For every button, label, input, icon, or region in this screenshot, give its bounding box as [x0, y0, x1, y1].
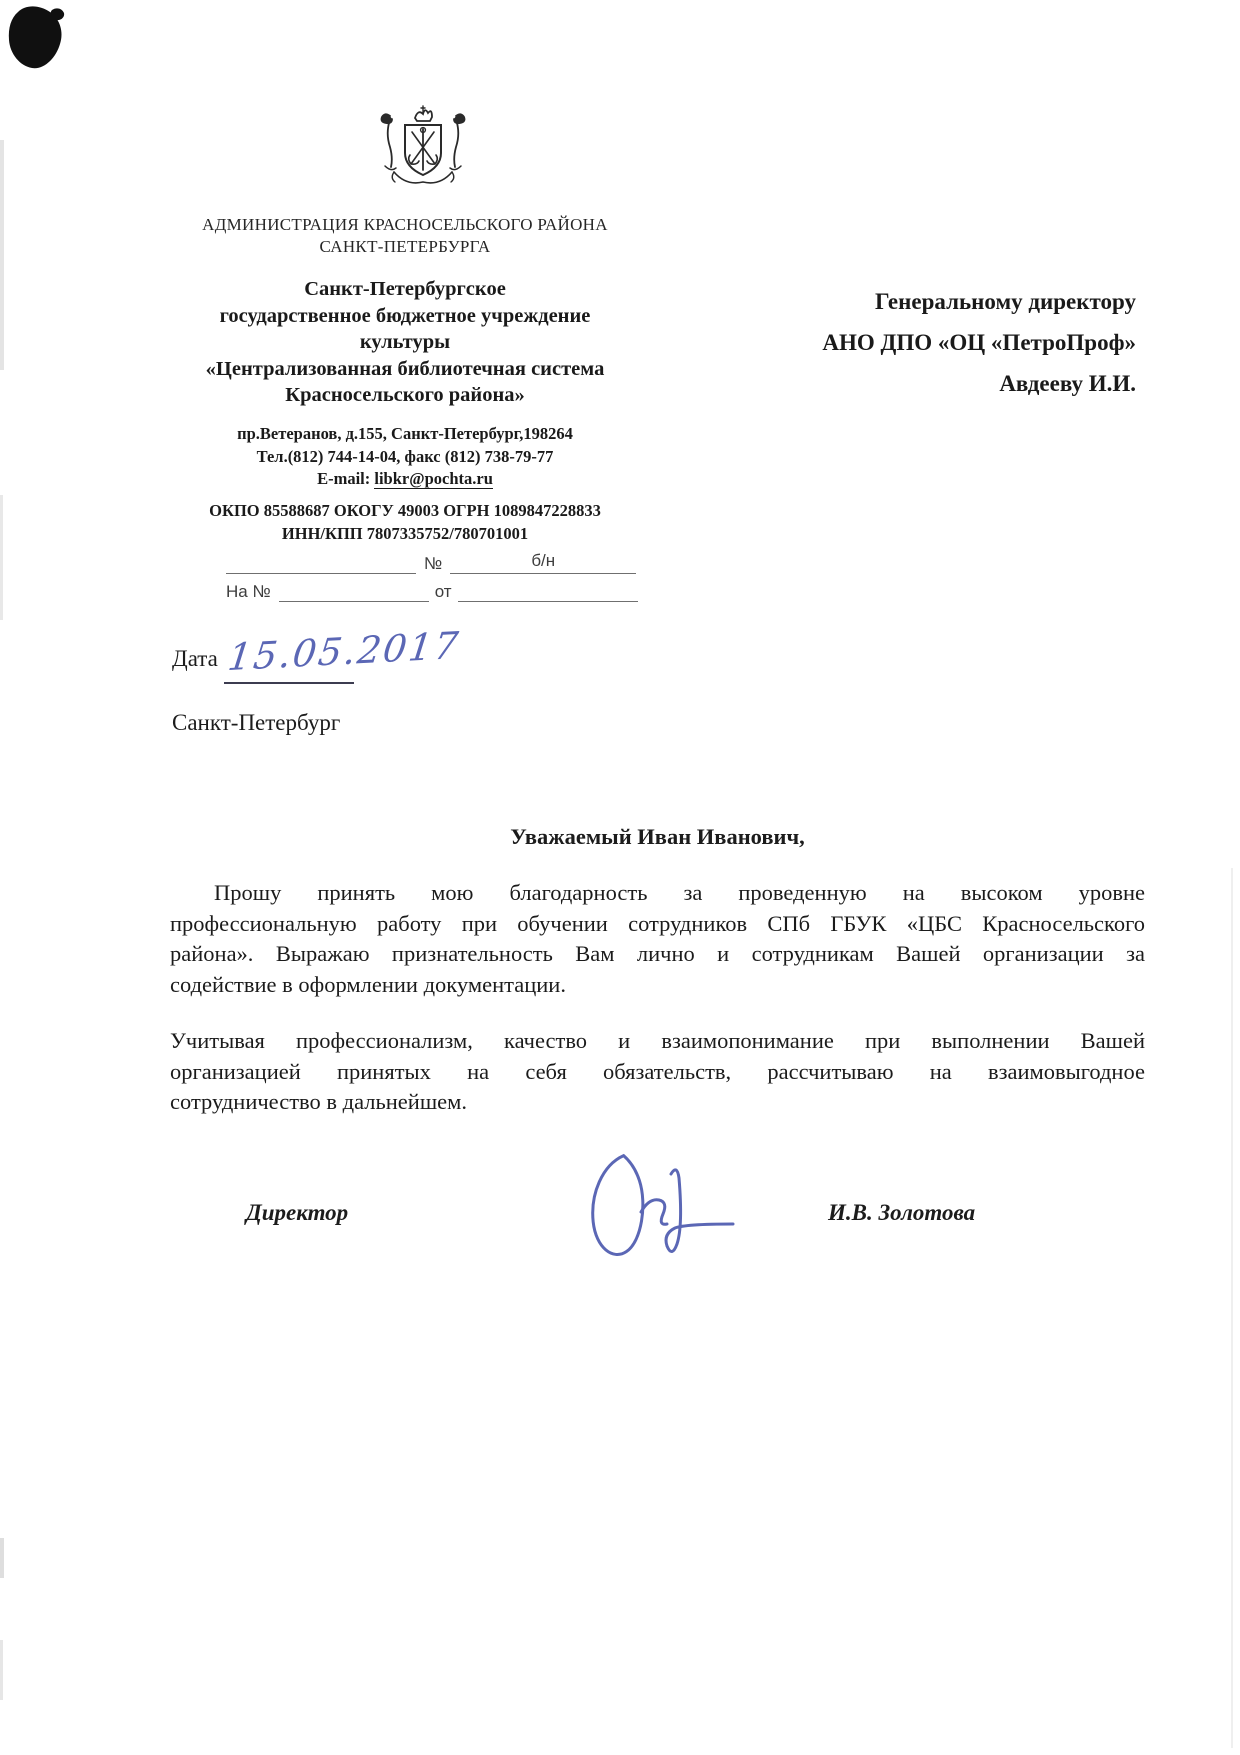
- left-edge-scan-artifact: [0, 1538, 4, 1578]
- date-underline: [224, 682, 354, 684]
- handwritten-date: 15.05.2017: [225, 623, 463, 680]
- signature-ink: [575, 1134, 765, 1299]
- address-line: пр.Ветеранов, д.155, Санкт-Петербург,198264: [237, 424, 573, 443]
- paragraph-1: [170, 878, 1145, 1000]
- org-name-line: «Централизованная библиотечная система: [205, 357, 605, 380]
- signer-name: И.В. Золотова: [828, 1200, 976, 1225]
- city-line: Санкт-Петербург: [172, 710, 341, 735]
- paragraph-2: [170, 1026, 1145, 1118]
- administration-line2: САНКТ-ПЕТЕРБУРГА: [319, 237, 491, 256]
- ink-blot-artifact: [6, 4, 66, 79]
- letter-body: [170, 878, 1145, 1118]
- body-line: Прошу принять мою благодарность за проведенную на высоком уровне: [214, 880, 1145, 905]
- body-line: содействие в оформлении документации.: [170, 971, 566, 997]
- codes-line1: ОКПО 85588687 ОКОГУ 49003 ОГРН 1089847228833: [209, 501, 601, 520]
- reference-block: [226, 550, 638, 602]
- registration-codes: [140, 499, 670, 545]
- body-line: организацией принятых на себя обязательств, рассчитываю на взаимовыгодное: [170, 1058, 1145, 1084]
- left-edge-scan-artifact: [0, 140, 4, 370]
- reply-to-label: На №: [226, 582, 271, 601]
- email-line: [140, 468, 670, 491]
- body-line: Учитывая профессионализм, качество и взаимопонимание при выполнении Вашей: [170, 1028, 1145, 1053]
- phone-fax-line: Тел.(812) 744-14-04, факс (812) 738-79-77: [256, 446, 554, 466]
- email-address: libkr@pochta.ru: [374, 469, 493, 488]
- body-line: сотрудничество в дальнейшем.: [170, 1089, 468, 1114]
- recipient-position: Генеральному директору: [875, 289, 1136, 314]
- administration-line1: АДМИНИСТРАЦИЯ КРАСНОСЕЛЬСКОГО РАЙОНА: [202, 215, 608, 234]
- recipient-block: [700, 281, 1136, 404]
- org-name-line: культуры: [359, 331, 451, 353]
- organization-name: [118, 276, 692, 409]
- coat-of-arms-saint-petersburg-icon: [374, 104, 472, 203]
- signer-title: Директор: [246, 1200, 349, 1225]
- body-line: профессиональную работу при обучении сотрудников СПб ГБУК «ЦБС Красносельского: [170, 910, 1145, 936]
- recipient-organization: АНО ДПО «ОЦ «ПетроПроф»: [822, 330, 1136, 355]
- blank-line: [458, 579, 638, 602]
- address-block: [140, 423, 670, 491]
- left-edge-scan-artifact: [0, 495, 3, 620]
- incoming-number-row: [226, 578, 638, 602]
- email-label: E-mail:: [317, 469, 375, 488]
- outgoing-number-value: б/н: [450, 551, 636, 574]
- blank-line: [279, 579, 429, 602]
- date-label: Дата: [172, 646, 218, 671]
- org-name-line: государственное бюджетное учреждение: [219, 304, 591, 327]
- body-line: района». Выражаю признательность Вам лично и сотрудникам Вашей организации за: [170, 941, 1145, 966]
- salutation: Уважаемый Иван Иванович,: [510, 824, 805, 849]
- number-sign-label: №: [424, 554, 443, 573]
- blank-line: [226, 551, 416, 574]
- org-name-line: Красносельского района»: [285, 384, 525, 406]
- administration-header: [140, 214, 670, 258]
- recipient-name: Авдееву И.И.: [999, 371, 1136, 396]
- right-edge-scan-artifact: [1231, 868, 1233, 1748]
- left-edge-scan-artifact: [0, 1640, 3, 1700]
- org-name-line: Санкт-Петербургское: [304, 278, 506, 300]
- from-label: от: [434, 582, 452, 601]
- outgoing-number-row: [226, 550, 638, 574]
- codes-line2: ИНН/КПП 7807335752/780701001: [281, 524, 529, 543]
